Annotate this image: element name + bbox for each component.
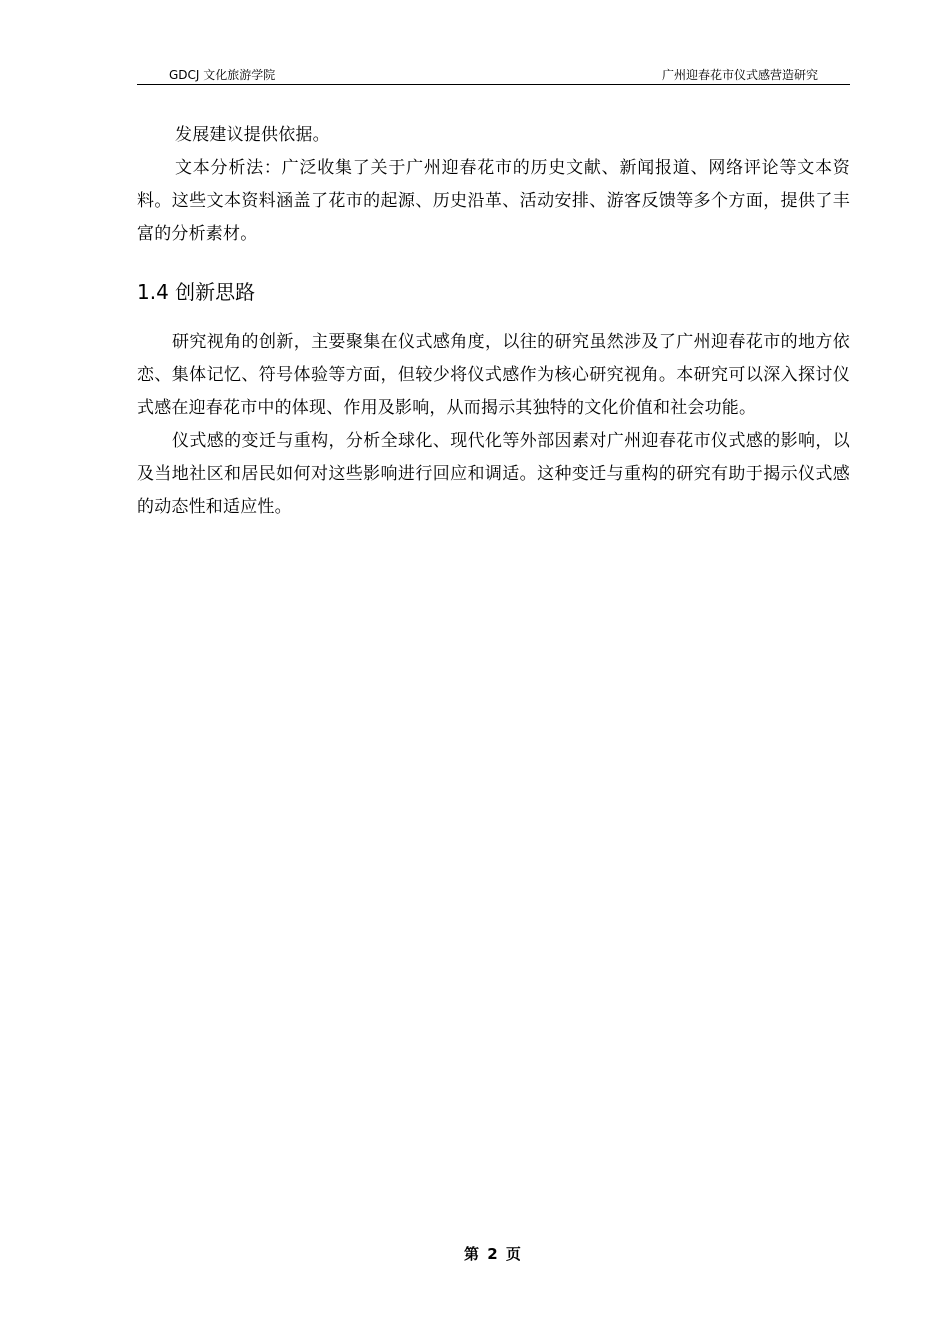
page-content [137, 119, 850, 524]
header-institution: GDCJ 文化旅游学院 [169, 68, 276, 82]
paragraph-continuation: 发展建议提供依据。 [175, 125, 330, 145]
paragraph-text-analysis: 文本分析法：广泛收集了关于广州迎春花市的历史文献、新闻报道、网络评论等文本资料。这些文本资料涵盖了花市的起源、历史沿革、活动安排、游客反馈等多个方面，提供了丰富的分析素材。 [137, 158, 850, 244]
section-heading: 1.4 创新思路 [137, 280, 256, 304]
page-header [137, 68, 850, 85]
header-document-title: 广州迎春花市仪式感营造研究 [661, 68, 818, 82]
page-number: 第 2 页 [464, 1245, 521, 1263]
paragraph-innovation-change: 仪式感的变迁与重构，分析全球化、现代化等外部因素对广州迎春花市仪式感的影响，以及当地社区和居民如何对这些影响进行回应和调适。这种变迁与重构的研究有助于揭示仪式感的动态性和适应性。 [137, 431, 850, 517]
paragraph-innovation-perspective: 研究视角的创新，主要聚集在仪式感角度，以往的研究虽然涉及了广州迎春花市的地方依恋、集体记忆、符号体验等方面，但较少将仪式感作为核心研究视角。本研究可以深入探讨仪式感在迎春花市中的体现、作用及影响，从而揭示其独特的文化价值和社会功能。 [137, 332, 850, 418]
